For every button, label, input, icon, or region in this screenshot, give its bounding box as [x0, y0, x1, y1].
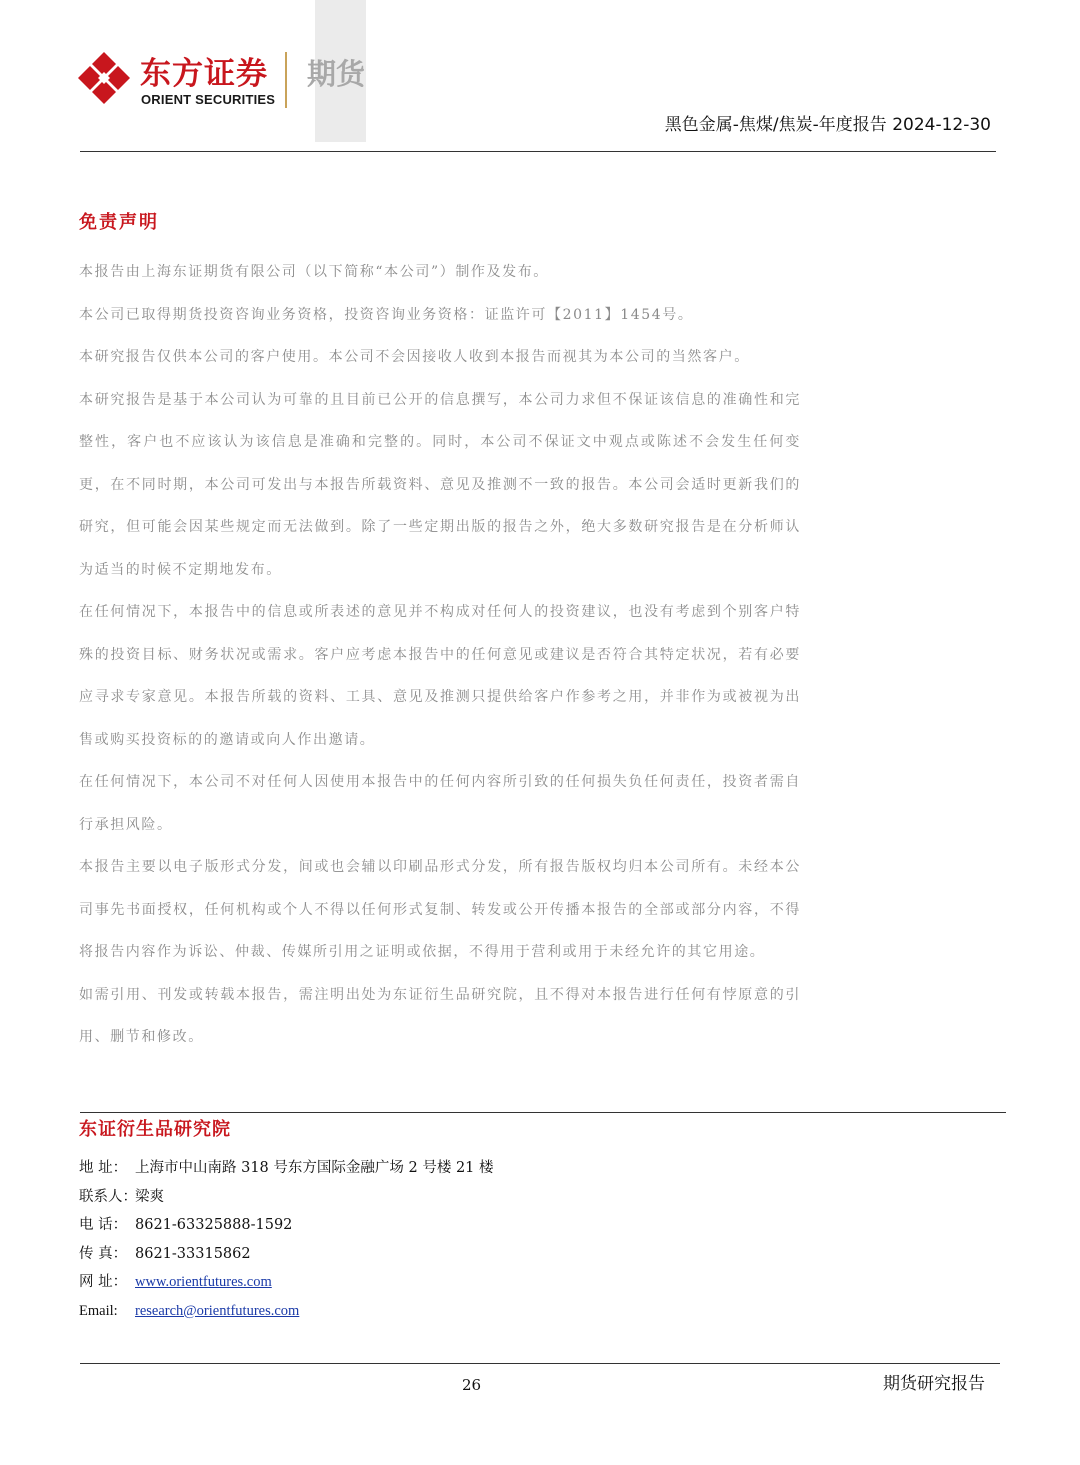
- email-row: [79, 1297, 494, 1326]
- logo-text-cn: 东方证券: [140, 56, 268, 92]
- logo-divider: [285, 52, 287, 108]
- disclaimer-paragraph: 本报告主要以电子版形式分发，间或也会辅以印刷品形式分发，所有报告版权均归本公司所有。未经本公司事先书面授权，任何机构或个人不得以任何形式复制、转发或公开传播本报告的全部或部分内容，不得将报告内容作为诉讼、仲裁、传媒所引用之证明或依据，不得用于营利或用于未经允许的其它用途。: [79, 859, 801, 960]
- page-header: [0, 0, 1080, 160]
- email-link[interactable]: research@orientfutures.com: [135, 1302, 300, 1319]
- contact-value: 梁爽: [135, 1188, 164, 1205]
- disclaimer-paragraph: 在任何情况下，本公司不对任何人因使用本报告中的任何内容所引致的任何损失负任何责任，投资者需自行承担风险。: [79, 774, 801, 833]
- address-row: [79, 1154, 494, 1183]
- disclaimer-paragraph: 在任何情况下，本报告中的信息或所表述的意见并不构成对任何人的投资建议，也没有考虑到个别客户特殊的投资目标、财务状况或需求。客户应考虑本报告中的任何意见或建议是否符合其特定状况，若有必要应寻求专家意见。本报告所载的资料、工具、意见及推测只提供给客户作参考之用，并非作为或被视为出售或购买投资标的的邀请或向人作出邀请。: [79, 604, 801, 748]
- logo-text-en: ORIENT SECURITIES: [141, 92, 276, 107]
- footer-label: 期货研究报告: [883, 1374, 985, 1394]
- fax-label: 传 真：: [79, 1245, 128, 1262]
- disclaimer-paragraph: 本报告由上海东证期货有限公司（以下简称“本公司”）制作及发布。: [79, 264, 549, 280]
- contact-label: 联系人：: [79, 1188, 137, 1205]
- phone-row: [79, 1211, 494, 1240]
- report-title: 黑色金属-焦煤/焦炭-年度报告 2024-12-30: [664, 115, 991, 135]
- fax-value: 8621-33315862: [135, 1245, 251, 1262]
- disclaimer-body: [79, 251, 801, 1059]
- disclaimer-paragraph: 如需引用、刊发或转载本报告，需注明出处为东证衍生品研究院，且不得对本报告进行任何有悖原意的引用、删节和修改。: [79, 986, 801, 1045]
- header-divider: [80, 151, 996, 152]
- email-label: Email:: [79, 1302, 118, 1319]
- contact-row: [79, 1183, 494, 1212]
- website-row: [79, 1268, 494, 1297]
- disclaimer-paragraph: 本研究报告仅供本公司的客户使用。本公司不会因接收人收到本报告而视其为本公司的当然客户。: [79, 349, 750, 365]
- contact-block: [79, 1154, 494, 1325]
- institute-name: 东证衍生品研究院: [79, 1119, 231, 1140]
- section-divider: [80, 1112, 1006, 1113]
- address-value: 上海市中山南路 318 号东方国际金融广场 2 号楼 21 楼: [135, 1160, 494, 1176]
- fax-row: [79, 1240, 494, 1269]
- phone-label: 电 话：: [79, 1217, 128, 1233]
- disclaimer-title: 免责声明: [79, 212, 159, 233]
- footer-divider: [80, 1363, 1000, 1364]
- website-link[interactable]: www.orientfutures.com: [135, 1274, 272, 1290]
- disclaimer-paragraph: 本公司已取得期货投资咨询业务资格，投资咨询业务资格：证监许可【2011】1454号。: [79, 306, 694, 323]
- orient-logo-icon: [78, 52, 130, 108]
- disclaimer-paragraph: 本研究报告是基于本公司认为可靠的且目前已公开的信息撰写，本公司力求但不保证该信息的准确性和完整性，客户也不应该认为该信息是准确和完整的。同时，本公司不保证文中观点或陈述不会发生任何变更，在不同时期，本公司可发出与本报告所载资料、意见及推测不一致的报告。本公司会适时更新我们的研究，但可能会因某些规定而无法做到。除了一些定期出版的报告之外，绝大多数研究报告是在分析师认为适当的时候不定期地发布。: [79, 391, 801, 578]
- website-label: 网 址：: [79, 1274, 128, 1290]
- logo-subtitle: 期货: [307, 57, 366, 91]
- address-label: 地 址：: [79, 1160, 128, 1176]
- phone-value: 8621-63325888-1592: [135, 1217, 293, 1233]
- page-number: 26: [462, 1376, 482, 1394]
